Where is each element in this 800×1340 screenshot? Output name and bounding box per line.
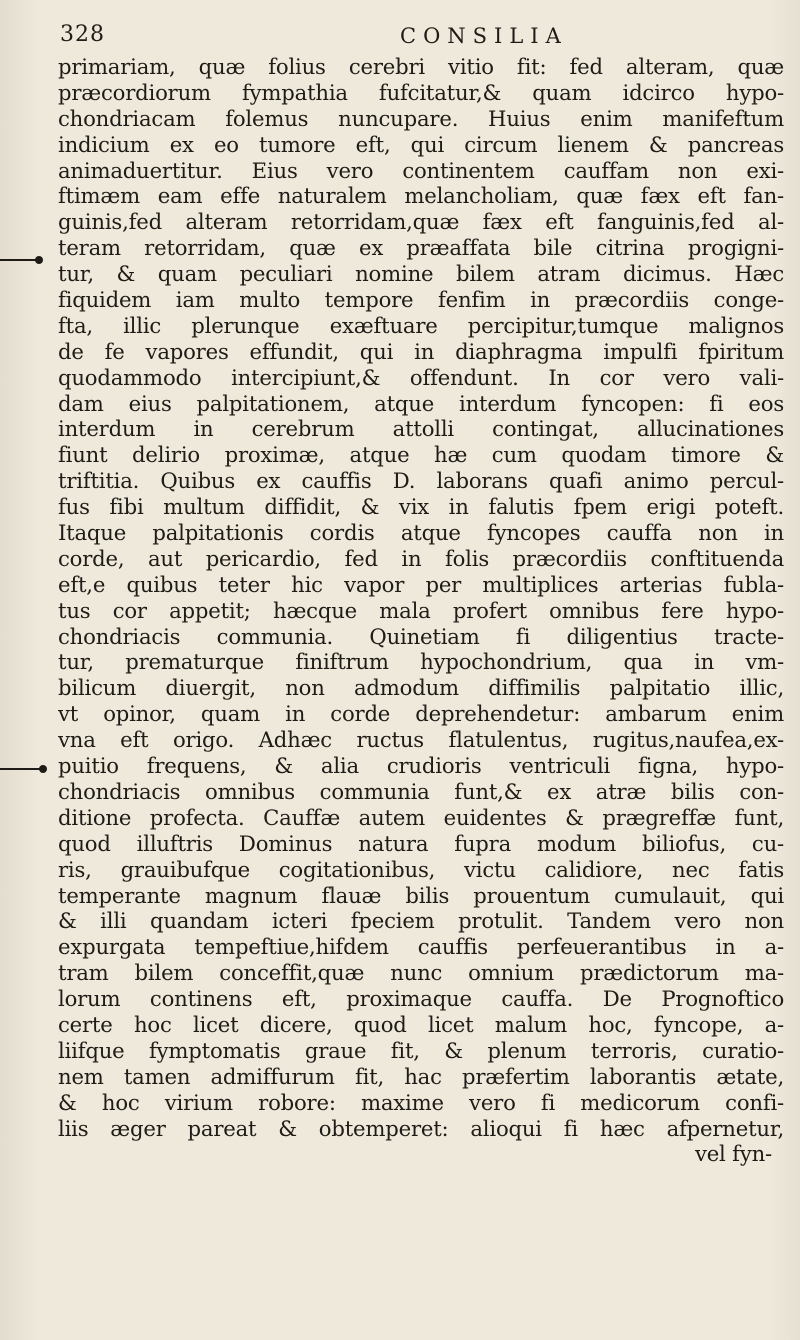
text-line: tur, prematurque finiftrum hypochondrium, qua in vm-	[58, 649, 784, 675]
text-line: chondriacis communia. Quinetiam fi diligentius tracte-	[58, 623, 784, 649]
running-head: CONSILIA	[400, 24, 568, 48]
page-header	[60, 22, 780, 54]
text-line: bilicum diuergit, non admodum diffimilis palpitatio illic,	[58, 675, 784, 701]
text-line: chondriacis omnibus communia funt,& ex atræ bilis con-	[58, 778, 784, 804]
text-line: fta, illic plerunque exæftuare percipitur,tumque malignos	[58, 312, 784, 338]
text-line: vna eft origo. Adhæc ructus flatulentus, rugitus,naufea,ex-	[58, 727, 784, 753]
text-line: præcordiorum fympathia fufcitatur,& quam idcirco hypo-	[58, 79, 784, 105]
text-line: liis æger pareat & obtemperet: alioqui fi hæc afpernetur,	[58, 1115, 784, 1141]
text-line: indicium ex eo tumore eft, qui circum lienem & pancreas	[58, 131, 784, 157]
text-line: fiunt delirio proximæ, atque hæ cum quodam timore &	[58, 442, 784, 468]
text-line: certe hoc licet dicere, quod licet malum hoc, fyncope, a-	[58, 1011, 784, 1037]
text-line: liifque fymptomatis graue fit, & plenum terroris, curatio-	[58, 1037, 784, 1063]
text-line: eft,e quibus teter hic vapor per multiplices arterias fubla-	[58, 571, 784, 597]
text-line: & hoc virium robore: maxime vero fi medicorum confi-	[58, 1089, 784, 1115]
text-line: de fe vapores effundit, qui in diaphragma impulfi fpiritum	[58, 338, 784, 364]
text-line: lorum continens eft, proximaque cauffa. De Prognoftico	[58, 986, 784, 1012]
text-line: temperante magnum flauæ bilis prouentum cumulauit, qui	[58, 882, 784, 908]
text-line: guinis,fed alteram retorridam,quæ fæx eft fanguinis,fed al-	[58, 209, 784, 235]
text-line: triftitia. Quibus ex cauffis D. laborans quafi animo percul-	[58, 468, 784, 494]
text-line: puitio frequens, & alia crudioris ventriculi figna, hypo-	[58, 753, 784, 779]
text-line: quodammodo intercipiunt,& offendunt. In cor vero vali-	[58, 364, 784, 390]
text-line: Itaque palpitationis cordis atque fyncopes cauffa non in	[58, 520, 784, 546]
text-line: dam eius palpitationem, atque interdum fyncopen: fi eos	[58, 390, 784, 416]
margin-pointer-mark	[0, 768, 44, 770]
text-line: fiquidem iam multo tempore fenfim in præcordiis conge-	[58, 287, 784, 313]
text-line: corde, aut pericardio, fed in folis præcordiis conftituenda	[58, 545, 784, 571]
text-line: primariam, quæ folius cerebri vitio fit: fed alteram, quæ	[58, 54, 784, 79]
text-line: & illi quandam icteri fpeciem protulit. Tandem vero non	[58, 908, 784, 934]
text-line: fus fibi multum diffidit, & vix in falutis fpem erigi poteft.	[58, 494, 784, 520]
text-line: ditione profecta. Cauffæ autem euidentes & prægreffæ funt,	[58, 804, 784, 830]
body-text	[58, 54, 784, 1167]
text-line: tur, & quam peculiari nomine bilem atram dicimus. Hæc	[58, 261, 784, 287]
text-line: ris, grauibufque cogitationibus, victu calidiore, nec fatis	[58, 856, 784, 882]
text-line: animaduertitur. Eius vero continentem cauffam non exi-	[58, 157, 784, 183]
text-line: ftimæm eam effe naturalem melancholiam, quæ fæx eft fan-	[58, 183, 784, 209]
text-line: teram retorridam, quæ ex præaffata bile citrina progigni-	[58, 235, 784, 261]
text-line: expurgata tempeftiue,hifdem cauffis perfeuerantibus in a-	[58, 934, 784, 960]
text-line: tram bilem conceffit,quæ nunc omnium prædictorum ma-	[58, 960, 784, 986]
page-number: 328	[60, 22, 105, 47]
text-line: tus cor appetit; hæcque mala profert omnibus fere hypo-	[58, 597, 784, 623]
margin-pointer-mark	[0, 259, 40, 261]
text-line: quod illuftris Dominus natura fupra modum biliofus, cu-	[58, 830, 784, 856]
text-line: chondriacam folemus nuncupare. Huius enim manifeftum	[58, 105, 784, 131]
text-line: interdum in cerebrum attolli contingat, allucinationes	[58, 416, 784, 442]
text-line: vel fyn-	[694, 1141, 772, 1167]
text-line: nem tamen admiffurum fit, hac præfertim laborantis ætate,	[58, 1063, 784, 1089]
text-line: vt opinor, quam in corde deprehendetur: ambarum enim	[58, 701, 784, 727]
